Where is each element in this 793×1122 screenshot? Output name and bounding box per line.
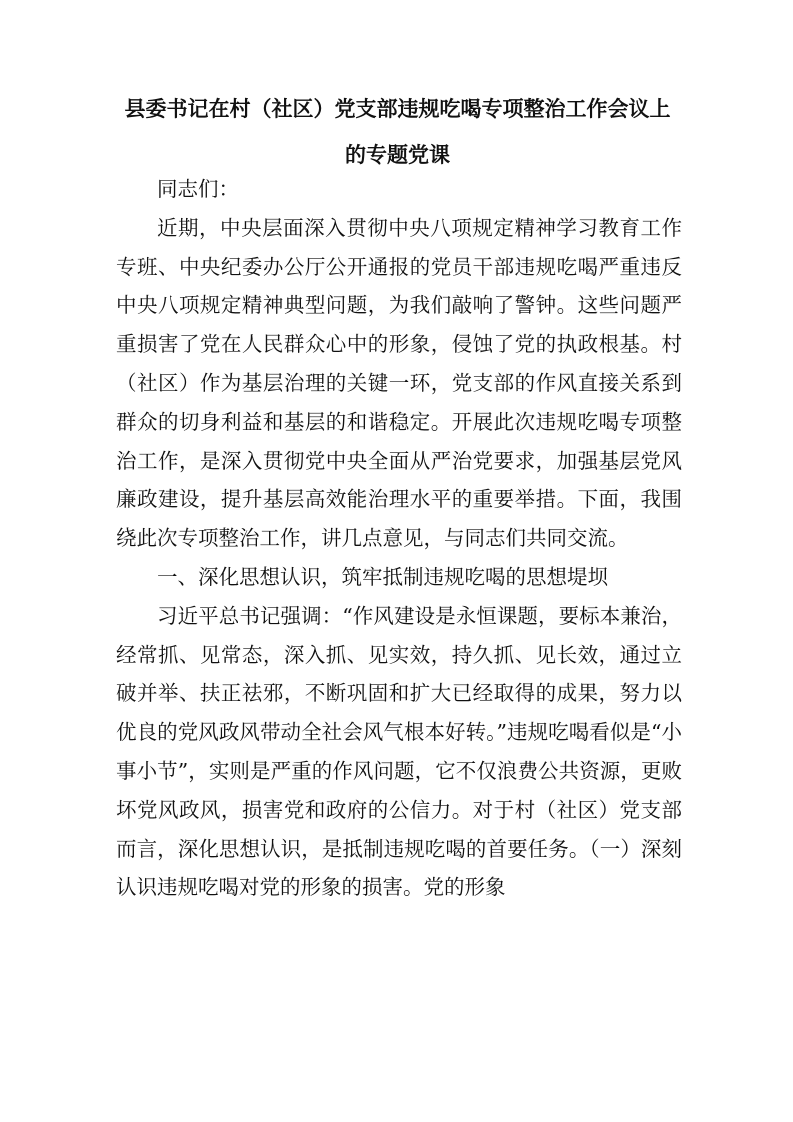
section-heading-1: 一、深化思想认识，筑牢抵制违规吃喝的思想堤坝 (157, 564, 608, 589)
document-body (116, 170, 682, 907)
title-line-2: 的专题党课 (345, 142, 450, 167)
title-line-1: 县委书记在村（社区）党支部违规吃喝专项整治工作会议上 (124, 96, 671, 121)
paragraph-section-1: 习近平总书记强调：“作风建设是永恒课题，要标本兼治，经常抓、见常态，深入抓、见实效，持久抓、见长效，通过立破并举、扶正祛邪，不断巩固和扩大已经取得的成果，努力以优良的党风政风带动全社会风气根本好转。”违规吃喝看似是“小事小节”，实则是严重的作风问题，它不仅浪费公共资源，更败坏党风政风，损害党和政府的公信力。对于村（社区）党支部而言，深化思想认识，是抵制违规吃喝的首要任务。（一）深刻认识违规吃喝对党的形象的损害。党的形象 (116, 603, 682, 900)
document-title (100, 86, 695, 178)
paragraph-intro: 近期，中央层面深入贯彻中央八项规定精神学习教育工作专班、中央纪委办公厅公开通报的党员干部违规吃喝严重违反中央八项规定精神典型问题，为我们敲响了警钟。这些问题严重损害了党在人民群众心中的形象，侵蚀了党的执政根基。村（社区）作为基层治理的关键一环，党支部的作风直接关系到群众的切身利益和基层的和谐稳定。开展此次违规吃喝专项整治工作，是深入贯彻党中央全面从严治党要求，加强基层党风廉政建设，提升基层高效能治理水平的重要举措。下面，我围绕此次专项整治工作，讲几点意见，与同志们共同交流。 (116, 215, 682, 551)
salutation: 同志们： (157, 177, 239, 201)
